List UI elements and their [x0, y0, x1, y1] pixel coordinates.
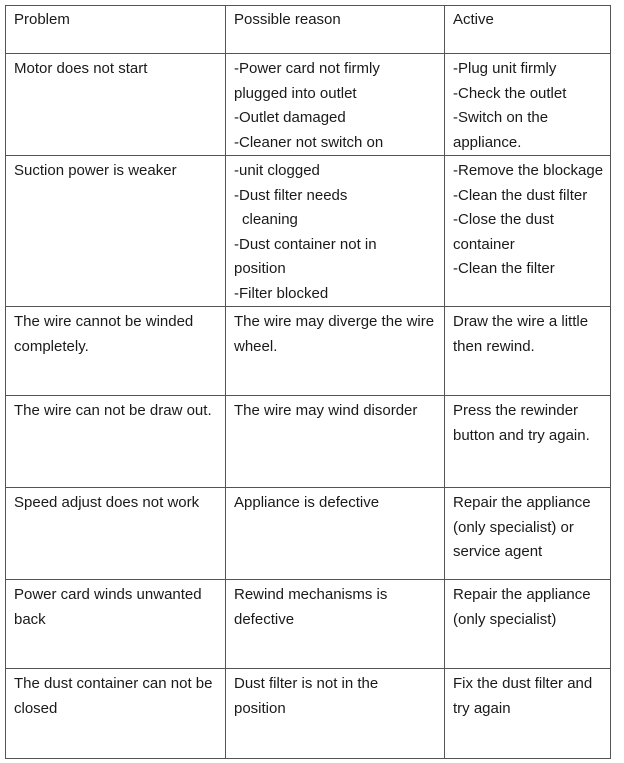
table-row — [6, 307, 611, 396]
cell-line: Press the rewinder — [453, 402, 579, 419]
cell-line: try again — [453, 699, 511, 717]
cell-line: (only specialist) — [453, 610, 557, 628]
active-cell — [445, 669, 611, 759]
active-cell — [445, 488, 611, 580]
cell-line: -Check the outlet — [453, 84, 567, 102]
table-header-row — [6, 6, 611, 54]
reason-cell — [226, 307, 445, 396]
active-cell — [445, 580, 611, 669]
cell-line: The dust container can not be — [14, 675, 213, 692]
cell-line: -Cleaner not switch on — [234, 133, 384, 151]
active-cell — [445, 156, 611, 307]
cell-line: closed — [14, 699, 58, 717]
cell-line: -Close the dust — [453, 211, 554, 228]
cell-line: -Filter blocked — [234, 284, 329, 302]
active-cell — [445, 307, 611, 396]
cell-line: Fix the dust filter and — [453, 675, 593, 692]
cell-line: back — [14, 610, 46, 628]
reason-cell — [226, 156, 445, 307]
troubleshooting-table — [5, 5, 611, 759]
problem-cell — [6, 54, 226, 156]
cell-line: plugged into outlet — [234, 84, 357, 102]
cell-line: -Clean the filter — [453, 260, 555, 277]
reason-cell — [226, 54, 445, 156]
problem-cell — [6, 488, 226, 580]
table-row — [6, 669, 611, 759]
cell-line: -Plug unit firmly — [453, 60, 557, 77]
problem-cell — [6, 580, 226, 669]
cell-line: Dust filter is not in the — [234, 675, 379, 692]
problem-cell — [6, 669, 226, 759]
active-cell — [445, 54, 611, 156]
cell-line: then rewind. — [453, 337, 535, 355]
problem-cell — [6, 396, 226, 488]
table-row — [6, 54, 611, 156]
cell-line: cleaning — [242, 211, 298, 228]
cell-line: Appliance is defective — [234, 494, 380, 511]
cell-line: service agent — [453, 543, 543, 560]
table-row — [6, 580, 611, 669]
cell-line: -Switch on the — [453, 109, 549, 126]
table-row — [6, 396, 611, 488]
cell-line: Suction power is weaker — [14, 162, 177, 179]
reason-cell — [226, 488, 445, 580]
reason-cell — [226, 669, 445, 759]
cell-line: (only specialist) or — [453, 518, 574, 536]
cell-line: position — [234, 260, 286, 277]
cell-line: Power card winds unwanted — [14, 586, 202, 603]
cell-line: wheel. — [234, 337, 278, 355]
cell-line: container — [453, 235, 515, 253]
cell-line: position — [234, 699, 286, 717]
cell-line: defective — [234, 610, 295, 628]
cell-line: -Power card not firmly — [234, 60, 380, 77]
reason-cell — [226, 396, 445, 488]
cell-line: The wire can not be draw out. — [14, 402, 212, 419]
cell-line: Speed adjust does not work — [14, 494, 200, 511]
cell-line: The wire cannot be winded — [14, 313, 194, 330]
reason-cell — [226, 580, 445, 669]
cell-line: Repair the appliance — [453, 494, 591, 511]
cell-line: Repair the appliance — [453, 586, 591, 603]
cell-line: -Outlet damaged — [234, 109, 346, 126]
cell-line: button and try again. — [453, 426, 590, 444]
cell-line: The wire may diverge the wire — [234, 313, 435, 330]
header-problem: Problem — [6, 6, 226, 54]
cell-line: appliance. — [453, 133, 522, 151]
problem-cell — [6, 307, 226, 396]
cell-line: -Remove the blockage — [453, 162, 604, 179]
cell-line: The wire may wind disorder — [234, 402, 418, 419]
cell-line: completely. — [14, 337, 89, 355]
problem-cell — [6, 156, 226, 307]
cell-line: Motor does not start — [14, 60, 148, 77]
header-active: Active — [445, 6, 611, 54]
cell-line: -Dust filter needs — [234, 186, 348, 204]
cell-line: -Clean the dust filter — [453, 186, 588, 204]
cell-line: Rewind mechanisms is — [234, 586, 388, 603]
cell-line: Draw the wire a little — [453, 313, 589, 330]
header-possible-reason: Possible reason — [226, 6, 445, 54]
active-cell — [445, 396, 611, 488]
cell-line: -Dust container not in — [234, 235, 377, 253]
table-row — [6, 156, 611, 307]
cell-line: -unit clogged — [234, 162, 320, 179]
table-row — [6, 488, 611, 580]
